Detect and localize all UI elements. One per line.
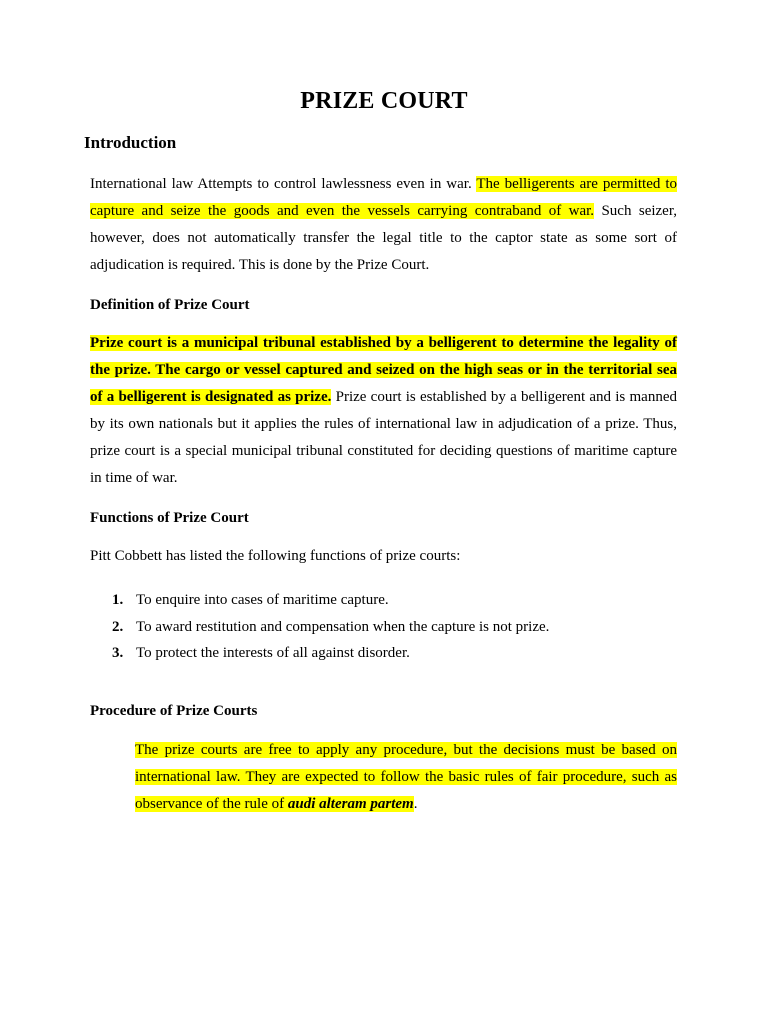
functions-intro: Pitt Cobbett has listed the following functions of prize courts:: [90, 548, 461, 564]
intro-text-rest: Such seizer, however, does not automatically transfer the legal title to the captor state as some sort of adjudication is required. This is done by the Prize Court.: [90, 203, 677, 273]
list-item: [112, 614, 549, 641]
definition-text-rest: Prize court is established by a belligerent and is manned by its own nationals but it applies the rules of international law in adjudication of a prize. Thus, prize court is a special municipal tribunal constituted for deciding questions of maritime capture in time of war.: [90, 389, 677, 486]
procedure-text-highlight: [135, 742, 677, 812]
list-item-text: To enquire into cases of maritime capture.: [136, 592, 389, 608]
definition-text-highlight: Prize court is a municipal tribunal established by a belligerent to determine the legality of the prize. The cargo or vessel captured and seized on the high seas or in the territorial sea of a belligerent is designated as prize.: [90, 335, 677, 405]
functions-list: [112, 587, 549, 667]
list-item-number: 1.: [112, 592, 124, 608]
definition-paragraph: [90, 330, 677, 492]
list-item: [112, 587, 549, 614]
introduction-paragraph: [90, 171, 677, 279]
list-item-number: 3.: [112, 645, 124, 661]
list-item: [112, 640, 549, 667]
procedure-heading: Procedure of Prize Courts: [90, 703, 258, 719]
document-title: PRIZE COURT: [300, 88, 468, 114]
functions-heading: Functions of Prize Court: [90, 510, 249, 526]
intro-text-highlight: The belligerents are permitted to capture and seize the goods and even the vessels carrying contraband of war.: [90, 176, 677, 219]
procedure-text: The prize courts are free to apply any procedure, but the decisions must be based on international law. They are expected to follow the basic rules of fair procedure, such as observance of the rule of: [135, 742, 677, 812]
list-item-number: 2.: [112, 618, 124, 635]
introduction-heading: Introduction: [84, 133, 177, 152]
intro-text-plain: International law Attempts to control lawlessness even in war.: [90, 176, 477, 192]
procedure-latin-term: audi alteram partem: [287, 796, 414, 812]
list-item-text: To protect the interests of all against disorder.: [136, 645, 410, 661]
list-item-text: To award restitution and compensation when the capture is not prize.: [136, 618, 550, 635]
procedure-text-end: .: [413, 796, 418, 812]
definition-heading: Definition of Prize Court: [90, 297, 250, 313]
procedure-paragraph: [135, 737, 677, 818]
